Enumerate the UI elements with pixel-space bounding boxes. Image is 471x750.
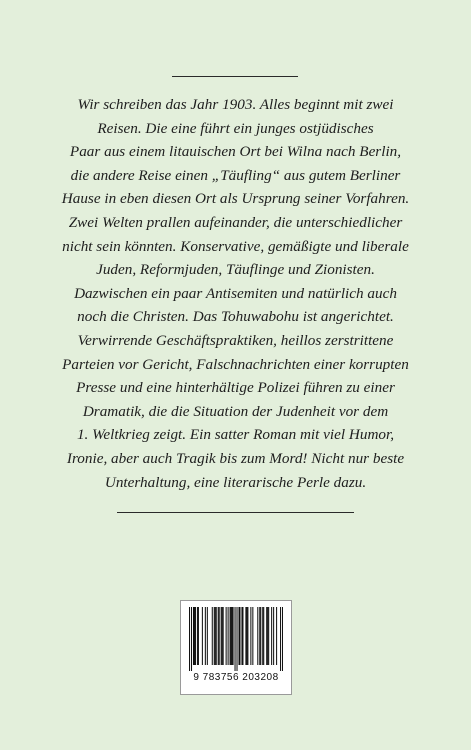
barcode-bar (282, 607, 283, 671)
barcode-bar (207, 607, 208, 665)
barcode-bar (219, 607, 220, 665)
barcode-bar (205, 607, 206, 665)
blurb-line: noch die Christen. Das Tohuwabohu ist angerichtet. (77, 308, 394, 326)
barcode-bar (218, 607, 219, 665)
barcode-bar (263, 607, 264, 665)
barcode-bar (233, 607, 234, 665)
blurb-line: Presse und eine hinterhältige Polizei führen zu einer (76, 379, 395, 397)
barcode-bar (195, 607, 196, 665)
barcode-bar (239, 607, 240, 665)
barcode-bar (231, 607, 232, 665)
blurb-line: Ironie, aber auch Tragik bis zum Mord! Nicht nur beste (66, 449, 405, 467)
barcode-bar (250, 607, 251, 665)
barcode-bar (247, 607, 248, 665)
blurb-line: Verwirrende Geschäftspraktiken, heillos zerstrittene (77, 331, 394, 349)
blurb-line: Dazwischen ein paar Antisemiten und natürlich auch (74, 284, 397, 302)
blurb-line: Reisen. Die eine führt ein junges ostjüdisches (97, 119, 374, 137)
barcode-bar (268, 607, 269, 665)
blurb-line: Unterhaltung, eine literarische Perle dazu. (104, 473, 367, 491)
barcode-bar (236, 607, 237, 671)
isbn-barcode (180, 600, 292, 695)
barcode-bar (235, 607, 236, 671)
barcode-bar (232, 607, 233, 665)
barcode-bar (262, 607, 263, 665)
blurb-text (40, 93, 431, 494)
barcode-digits: 9 783756 203208 (193, 672, 279, 683)
blurb-line: die andere Reise einen „Täufling“ aus gutem Berliner (70, 166, 401, 184)
barcode-bar (238, 607, 239, 665)
barcode-bar (257, 607, 258, 665)
barcode-bar (276, 607, 277, 665)
barcode-bar (245, 607, 246, 665)
barcode-bars (189, 607, 283, 671)
barcode-bar (242, 607, 243, 665)
barcode-bar (273, 607, 274, 665)
blurb-line: Dramatik, die die Situation der Judenheit vor dem (82, 402, 389, 420)
blurb-line: Paar aus einem litauischen Ort bei Wilna nach Berlin, (69, 143, 402, 161)
blurb-line: Wir schreiben das Jahr 1903. Alles beginnt mit zwei (77, 96, 394, 113)
barcode-bar (198, 607, 199, 665)
barcode-bar (194, 607, 195, 665)
top-divider (172, 76, 298, 77)
barcode-bar (193, 607, 194, 665)
blurb-line: 1. Weltkrieg zeigt. Ein satter Roman mit viel Humor, (76, 426, 395, 444)
barcode-bar (214, 607, 215, 665)
barcode-bar (266, 607, 267, 665)
barcode-bar (216, 607, 217, 665)
barcode-bar (259, 607, 260, 665)
blurb-line: Juden, Reformjuden, Täuflinge und Zionisten. (96, 261, 375, 279)
barcode-bar (223, 607, 224, 665)
barcode-bar (212, 607, 213, 665)
barcode-bar (267, 607, 268, 665)
bottom-divider (117, 512, 354, 513)
barcode-bar (241, 607, 242, 665)
barcode-bar (226, 607, 227, 665)
blurb-line: Hause in eben diesen Ort als Ursprung seiner Vorfahren. (61, 190, 410, 208)
barcode-bar (230, 607, 231, 665)
barcode-bar (271, 607, 272, 665)
barcode-bar (252, 607, 253, 665)
barcode-bar (228, 607, 229, 665)
blurb-line: Zwei Welten prallen aufeinander, die unterschiedlicher (68, 213, 403, 231)
barcode-bar (221, 607, 222, 665)
barcode-bar (246, 607, 247, 665)
barcode-bar (197, 607, 198, 665)
barcode-bar (202, 607, 203, 665)
blurb-line: Parteien vor Gericht, Falschnachrichten einer korrupten (62, 355, 409, 373)
barcode-bar (191, 607, 192, 671)
blurb-line: nicht sein könnten. Konservative, gemäßigte und liberale (62, 237, 409, 255)
barcode-bar (189, 607, 190, 671)
barcode-bar (215, 607, 216, 665)
barcode-bar (260, 607, 261, 665)
barcode-bar (222, 607, 223, 665)
barcode-bar (280, 607, 281, 671)
